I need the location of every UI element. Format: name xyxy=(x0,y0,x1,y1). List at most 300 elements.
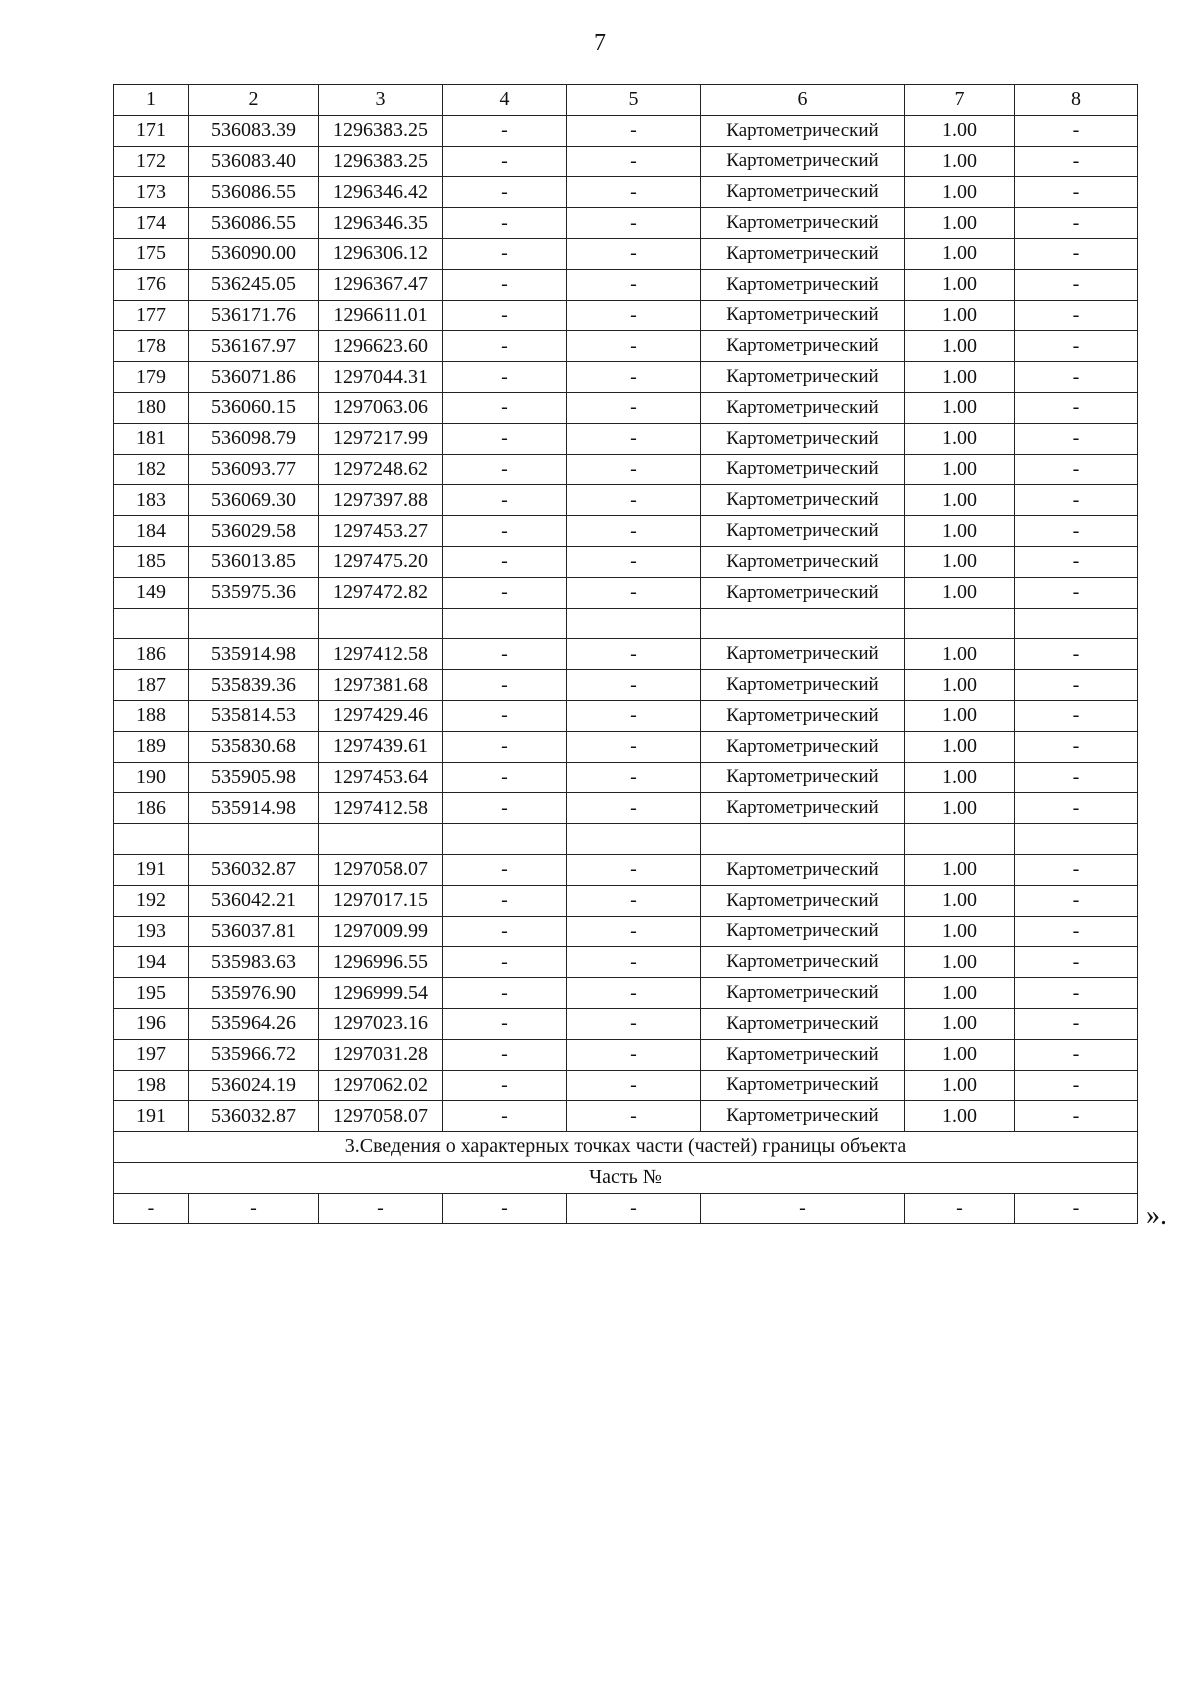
table-cell: 195 xyxy=(114,978,189,1009)
table-row xyxy=(114,577,1138,608)
table-cell: - xyxy=(1015,885,1138,916)
closing-quote-mark: ». xyxy=(1146,1200,1167,1231)
table-cell: 1296999.54 xyxy=(319,978,443,1009)
table-cell: 1.00 xyxy=(905,885,1015,916)
table-row xyxy=(114,115,1138,146)
table-cell: 1296383.25 xyxy=(319,146,443,177)
table-cell: - xyxy=(443,300,567,331)
table-cell: Картометрический xyxy=(701,208,905,239)
table-cell: 1.00 xyxy=(905,1008,1015,1039)
table-cell: 1297453.64 xyxy=(319,762,443,793)
table-cell: - xyxy=(567,115,701,146)
table-cell: 1297248.62 xyxy=(319,454,443,485)
table-cell: Картометрический xyxy=(701,516,905,547)
table-row xyxy=(114,762,1138,793)
table-cell: Картометрический xyxy=(701,392,905,423)
table-cell: - xyxy=(567,1070,701,1101)
table-cell: Картометрический xyxy=(701,639,905,670)
table-cell: 1.00 xyxy=(905,978,1015,1009)
table-cell: 536090.00 xyxy=(189,238,319,269)
table-cell: 1297009.99 xyxy=(319,916,443,947)
table-cell: 172 xyxy=(114,146,189,177)
column-header: 2 xyxy=(189,85,319,116)
table-cell: 536083.40 xyxy=(189,146,319,177)
table-cell: - xyxy=(443,238,567,269)
table-row xyxy=(114,700,1138,731)
table-cell: - xyxy=(1015,331,1138,362)
table-cell: - xyxy=(1015,362,1138,393)
table-cell: - xyxy=(1015,978,1138,1009)
table-cell: - xyxy=(567,947,701,978)
table-cell: 1297044.31 xyxy=(319,362,443,393)
table-cell: 186 xyxy=(114,639,189,670)
table-cell: 1.00 xyxy=(905,269,1015,300)
table-cell: - xyxy=(1015,115,1138,146)
table-cell: - xyxy=(1015,269,1138,300)
table-cell: 1.00 xyxy=(905,639,1015,670)
table-cell: - xyxy=(567,392,701,423)
table-cell: - xyxy=(1015,854,1138,885)
table-cell: - xyxy=(567,485,701,516)
table-cell: - xyxy=(114,1193,189,1224)
table-row xyxy=(114,1101,1138,1132)
table-cell: - xyxy=(567,731,701,762)
table-cell: Картометрический xyxy=(701,1101,905,1132)
table-cell: 1297381.68 xyxy=(319,670,443,701)
table-cell: - xyxy=(443,177,567,208)
column-header: 6 xyxy=(701,85,905,116)
table-cell: 535839.36 xyxy=(189,670,319,701)
table-cell: 535983.63 xyxy=(189,947,319,978)
table-cell: 191 xyxy=(114,854,189,885)
column-header: 8 xyxy=(1015,85,1138,116)
table-cell: - xyxy=(701,1193,905,1224)
table-cell: - xyxy=(567,577,701,608)
table-cell: - xyxy=(1015,670,1138,701)
table-cell: - xyxy=(567,208,701,239)
table-cell: - xyxy=(443,854,567,885)
table-cell: Картометрический xyxy=(701,700,905,731)
table-cell: 1297058.07 xyxy=(319,1101,443,1132)
table-cell: Картометрический xyxy=(701,177,905,208)
table-cell: - xyxy=(1015,916,1138,947)
table-cell: Картометрический xyxy=(701,362,905,393)
table-cell: 1.00 xyxy=(905,300,1015,331)
table-cell: 197 xyxy=(114,1039,189,1070)
table-cell: 536032.87 xyxy=(189,854,319,885)
table-cell: 536069.30 xyxy=(189,485,319,516)
table-cell: 1.00 xyxy=(905,916,1015,947)
table-cell: Картометрический xyxy=(701,731,905,762)
table-cell: 188 xyxy=(114,700,189,731)
column-header: 4 xyxy=(443,85,567,116)
table-cell: - xyxy=(443,1008,567,1039)
table-cell: 536171.76 xyxy=(189,300,319,331)
table-cell: - xyxy=(1015,146,1138,177)
table-cell: 1.00 xyxy=(905,238,1015,269)
table-cell: 196 xyxy=(114,1008,189,1039)
table-cell: - xyxy=(1015,700,1138,731)
table-cell: Картометрический xyxy=(701,793,905,824)
table-cell: 535966.72 xyxy=(189,1039,319,1070)
table-cell: Картометрический xyxy=(701,854,905,885)
table-cell: - xyxy=(443,885,567,916)
table-cell: - xyxy=(1015,1193,1138,1224)
table-cell: 178 xyxy=(114,331,189,362)
table-row xyxy=(114,1008,1138,1039)
table-cell: 535814.53 xyxy=(189,700,319,731)
table-cell: 1297031.28 xyxy=(319,1039,443,1070)
table-cell xyxy=(443,824,567,855)
table-row xyxy=(114,731,1138,762)
table-cell: - xyxy=(567,639,701,670)
table-cell: 1297475.20 xyxy=(319,546,443,577)
table-cell: 536086.55 xyxy=(189,208,319,239)
table-cell xyxy=(114,824,189,855)
table-cell: - xyxy=(443,639,567,670)
table-cell: - xyxy=(443,331,567,362)
table-cell: Картометрический xyxy=(701,115,905,146)
table-cell: 535976.90 xyxy=(189,978,319,1009)
table-cell: Картометрический xyxy=(701,423,905,454)
table-cell: 182 xyxy=(114,454,189,485)
table-row xyxy=(114,362,1138,393)
table-row xyxy=(114,546,1138,577)
table-cell: 177 xyxy=(114,300,189,331)
table-cell: 1297412.58 xyxy=(319,793,443,824)
table-cell: Картометрический xyxy=(701,331,905,362)
table-cell xyxy=(319,824,443,855)
table-cell: 536167.97 xyxy=(189,331,319,362)
table-cell: - xyxy=(443,115,567,146)
table-cell: 190 xyxy=(114,762,189,793)
table-cell: 1.00 xyxy=(905,700,1015,731)
table-cell xyxy=(189,824,319,855)
table-cell: 1.00 xyxy=(905,1101,1015,1132)
table-cell: 535905.98 xyxy=(189,762,319,793)
table-cell xyxy=(567,608,701,639)
table-cell: - xyxy=(443,485,567,516)
table-cell: Картометрический xyxy=(701,978,905,1009)
table-cell: - xyxy=(1015,485,1138,516)
table-cell: Картометрический xyxy=(701,454,905,485)
table-cell: 1.00 xyxy=(905,793,1015,824)
part-label-row xyxy=(114,1162,1138,1193)
table-cell: 1296383.25 xyxy=(319,115,443,146)
table-cell: 1.00 xyxy=(905,854,1015,885)
table-cell: Картометрический xyxy=(701,300,905,331)
table-cell: 192 xyxy=(114,885,189,916)
table-cell: - xyxy=(189,1193,319,1224)
table-cell: 176 xyxy=(114,269,189,300)
table-cell: - xyxy=(905,1193,1015,1224)
table-cell xyxy=(114,608,189,639)
section-title-row xyxy=(114,1132,1138,1163)
table-cell: 1.00 xyxy=(905,331,1015,362)
table-cell: 536042.21 xyxy=(189,885,319,916)
table-row xyxy=(114,177,1138,208)
table-cell: Картометрический xyxy=(701,1070,905,1101)
table-cell: - xyxy=(1015,1008,1138,1039)
table-cell: 536245.05 xyxy=(189,269,319,300)
table-cell: - xyxy=(1015,639,1138,670)
table-cell: 149 xyxy=(114,577,189,608)
section-title: 3.Сведения о характерных точках части (частей) границы объекта xyxy=(114,1132,1138,1163)
table-cell: - xyxy=(567,362,701,393)
column-header: 7 xyxy=(905,85,1015,116)
table-cell: 1.00 xyxy=(905,485,1015,516)
part-label: Часть № xyxy=(114,1162,1138,1193)
table-cell: 1.00 xyxy=(905,516,1015,547)
table-cell: Картометрический xyxy=(701,146,905,177)
part-values-row xyxy=(114,1193,1138,1224)
table-cell: - xyxy=(443,670,567,701)
table-cell: - xyxy=(443,762,567,793)
table-cell: 1.00 xyxy=(905,670,1015,701)
table-cell: - xyxy=(443,208,567,239)
table-cell: 193 xyxy=(114,916,189,947)
table-cell: - xyxy=(443,793,567,824)
table-cell: - xyxy=(443,423,567,454)
table-cell: Картометрический xyxy=(701,1008,905,1039)
table-cell: - xyxy=(443,362,567,393)
table-cell: 175 xyxy=(114,238,189,269)
table-cell: - xyxy=(567,700,701,731)
table-cell: - xyxy=(567,546,701,577)
table-cell: 536071.86 xyxy=(189,362,319,393)
table-cell: 1297412.58 xyxy=(319,639,443,670)
table-cell: Картометрический xyxy=(701,916,905,947)
table-cell: 1.00 xyxy=(905,454,1015,485)
table-cell: 1297453.27 xyxy=(319,516,443,547)
table-cell: 535975.36 xyxy=(189,577,319,608)
table-cell: - xyxy=(1015,793,1138,824)
table-cell: - xyxy=(1015,454,1138,485)
table-cell: - xyxy=(1015,1101,1138,1132)
separator-row xyxy=(114,824,1138,855)
table-cell: - xyxy=(567,793,701,824)
table-cell: 183 xyxy=(114,485,189,516)
table-row xyxy=(114,454,1138,485)
table-cell: - xyxy=(567,1101,701,1132)
table-cell: - xyxy=(1015,731,1138,762)
table-cell xyxy=(443,608,567,639)
table-cell: - xyxy=(443,546,567,577)
table-cell: 194 xyxy=(114,947,189,978)
table-cell: 171 xyxy=(114,115,189,146)
table-cell: 1.00 xyxy=(905,731,1015,762)
table-cell: 1297058.07 xyxy=(319,854,443,885)
column-header: 5 xyxy=(567,85,701,116)
table-cell: - xyxy=(567,854,701,885)
table-row xyxy=(114,269,1138,300)
table-cell: - xyxy=(1015,947,1138,978)
table-cell: 535830.68 xyxy=(189,731,319,762)
table-cell: 1.00 xyxy=(905,146,1015,177)
table-row xyxy=(114,670,1138,701)
table-cell: Картометрический xyxy=(701,269,905,300)
table-cell: - xyxy=(567,423,701,454)
separator-row xyxy=(114,608,1138,639)
table-row xyxy=(114,485,1138,516)
header-row xyxy=(114,85,1138,116)
table-cell: 1296367.47 xyxy=(319,269,443,300)
table-body xyxy=(114,115,1138,1131)
table-cell: - xyxy=(1015,516,1138,547)
table-cell: - xyxy=(443,1193,567,1224)
table-cell: - xyxy=(1015,300,1138,331)
table-cell: - xyxy=(1015,423,1138,454)
table-row xyxy=(114,392,1138,423)
table-cell: - xyxy=(319,1193,443,1224)
table-cell: - xyxy=(1015,1070,1138,1101)
table-row xyxy=(114,639,1138,670)
table-cell: 536029.58 xyxy=(189,516,319,547)
table-cell: 1296346.35 xyxy=(319,208,443,239)
table-cell: - xyxy=(567,1008,701,1039)
table-cell: 198 xyxy=(114,1070,189,1101)
table-cell: - xyxy=(567,1039,701,1070)
table-cell xyxy=(905,608,1015,639)
table-row xyxy=(114,916,1138,947)
table-cell: 181 xyxy=(114,423,189,454)
table-cell: - xyxy=(443,146,567,177)
table-cell: 173 xyxy=(114,177,189,208)
table-cell: 189 xyxy=(114,731,189,762)
table-cell: 1297023.16 xyxy=(319,1008,443,1039)
table-row xyxy=(114,300,1138,331)
table-cell: - xyxy=(1015,577,1138,608)
table-cell: 1297217.99 xyxy=(319,423,443,454)
table-cell: Картометрический xyxy=(701,238,905,269)
table-cell: - xyxy=(443,1039,567,1070)
table-cell: - xyxy=(567,885,701,916)
table-cell: 1.00 xyxy=(905,208,1015,239)
table-cell: 1297429.46 xyxy=(319,700,443,731)
table-cell: 1296611.01 xyxy=(319,300,443,331)
table-cell: - xyxy=(567,177,701,208)
table-cell xyxy=(319,608,443,639)
table-cell: Картометрический xyxy=(701,762,905,793)
table-cell: 1.00 xyxy=(905,546,1015,577)
table-cell: - xyxy=(567,331,701,362)
table-cell: 1297472.82 xyxy=(319,577,443,608)
table-cell: - xyxy=(443,916,567,947)
table-cell: - xyxy=(567,516,701,547)
table-cell: 1.00 xyxy=(905,392,1015,423)
column-header: 3 xyxy=(319,85,443,116)
table-cell: 1.00 xyxy=(905,177,1015,208)
table-cell: 1.00 xyxy=(905,577,1015,608)
table-cell: 535914.98 xyxy=(189,639,319,670)
table-row xyxy=(114,854,1138,885)
table-cell: 536083.39 xyxy=(189,115,319,146)
table-cell: 536098.79 xyxy=(189,423,319,454)
table-cell: 186 xyxy=(114,793,189,824)
table-cell: - xyxy=(567,916,701,947)
table-cell xyxy=(567,824,701,855)
table-cell: - xyxy=(1015,762,1138,793)
table-cell: - xyxy=(1015,1039,1138,1070)
table-row xyxy=(114,208,1138,239)
table-cell: 536037.81 xyxy=(189,916,319,947)
table-cell: - xyxy=(567,146,701,177)
table-cell: 1296306.12 xyxy=(319,238,443,269)
table-cell: 1.00 xyxy=(905,423,1015,454)
table-row xyxy=(114,947,1138,978)
table-cell: - xyxy=(443,269,567,300)
table-cell: 185 xyxy=(114,546,189,577)
table-cell: - xyxy=(443,392,567,423)
table-cell: - xyxy=(443,577,567,608)
table-cell: Картометрический xyxy=(701,1039,905,1070)
page-number: 7 xyxy=(594,30,606,56)
table-cell: - xyxy=(1015,546,1138,577)
table-cell: - xyxy=(1015,208,1138,239)
table-cell: - xyxy=(567,670,701,701)
table-cell: 1.00 xyxy=(905,947,1015,978)
table-cell: - xyxy=(443,978,567,1009)
table-cell: 536024.19 xyxy=(189,1070,319,1101)
table-cell: 535964.26 xyxy=(189,1008,319,1039)
table-cell xyxy=(189,608,319,639)
table-cell: - xyxy=(567,1193,701,1224)
table-row xyxy=(114,793,1138,824)
table-cell: 1296996.55 xyxy=(319,947,443,978)
table-cell: 535914.98 xyxy=(189,793,319,824)
table-cell: - xyxy=(567,762,701,793)
boundary-points-table xyxy=(113,84,1138,1224)
table-cell: - xyxy=(443,1070,567,1101)
table-cell: - xyxy=(567,269,701,300)
table-cell: Картометрический xyxy=(701,885,905,916)
table-cell: Картометрический xyxy=(701,546,905,577)
table-cell: 1.00 xyxy=(905,1070,1015,1101)
table-cell: 1.00 xyxy=(905,1039,1015,1070)
table-cell: Картометрический xyxy=(701,485,905,516)
table-cell: - xyxy=(1015,392,1138,423)
table-row xyxy=(114,238,1138,269)
table-cell: - xyxy=(567,238,701,269)
table-row xyxy=(114,331,1138,362)
table-cell: 1.00 xyxy=(905,115,1015,146)
table-cell xyxy=(701,608,905,639)
table-row xyxy=(114,1039,1138,1070)
table-cell: 536032.87 xyxy=(189,1101,319,1132)
table-cell: 184 xyxy=(114,516,189,547)
table-cell xyxy=(905,824,1015,855)
table-cell: 191 xyxy=(114,1101,189,1132)
table-cell xyxy=(1015,608,1138,639)
table-cell: 1297062.02 xyxy=(319,1070,443,1101)
table-cell: 1297017.15 xyxy=(319,885,443,916)
table-cell: 536093.77 xyxy=(189,454,319,485)
table-cell: - xyxy=(567,300,701,331)
table-cell: - xyxy=(443,1101,567,1132)
table-cell: 536013.85 xyxy=(189,546,319,577)
table-cell: 1297439.61 xyxy=(319,731,443,762)
table-cell: - xyxy=(567,978,701,1009)
table-row xyxy=(114,146,1138,177)
column-header: 1 xyxy=(114,85,189,116)
table-row xyxy=(114,423,1138,454)
table-cell: 1297063.06 xyxy=(319,392,443,423)
table-cell: 536060.15 xyxy=(189,392,319,423)
table-row xyxy=(114,516,1138,547)
table-row xyxy=(114,885,1138,916)
table-cell: - xyxy=(443,947,567,978)
table-cell: 1296346.42 xyxy=(319,177,443,208)
